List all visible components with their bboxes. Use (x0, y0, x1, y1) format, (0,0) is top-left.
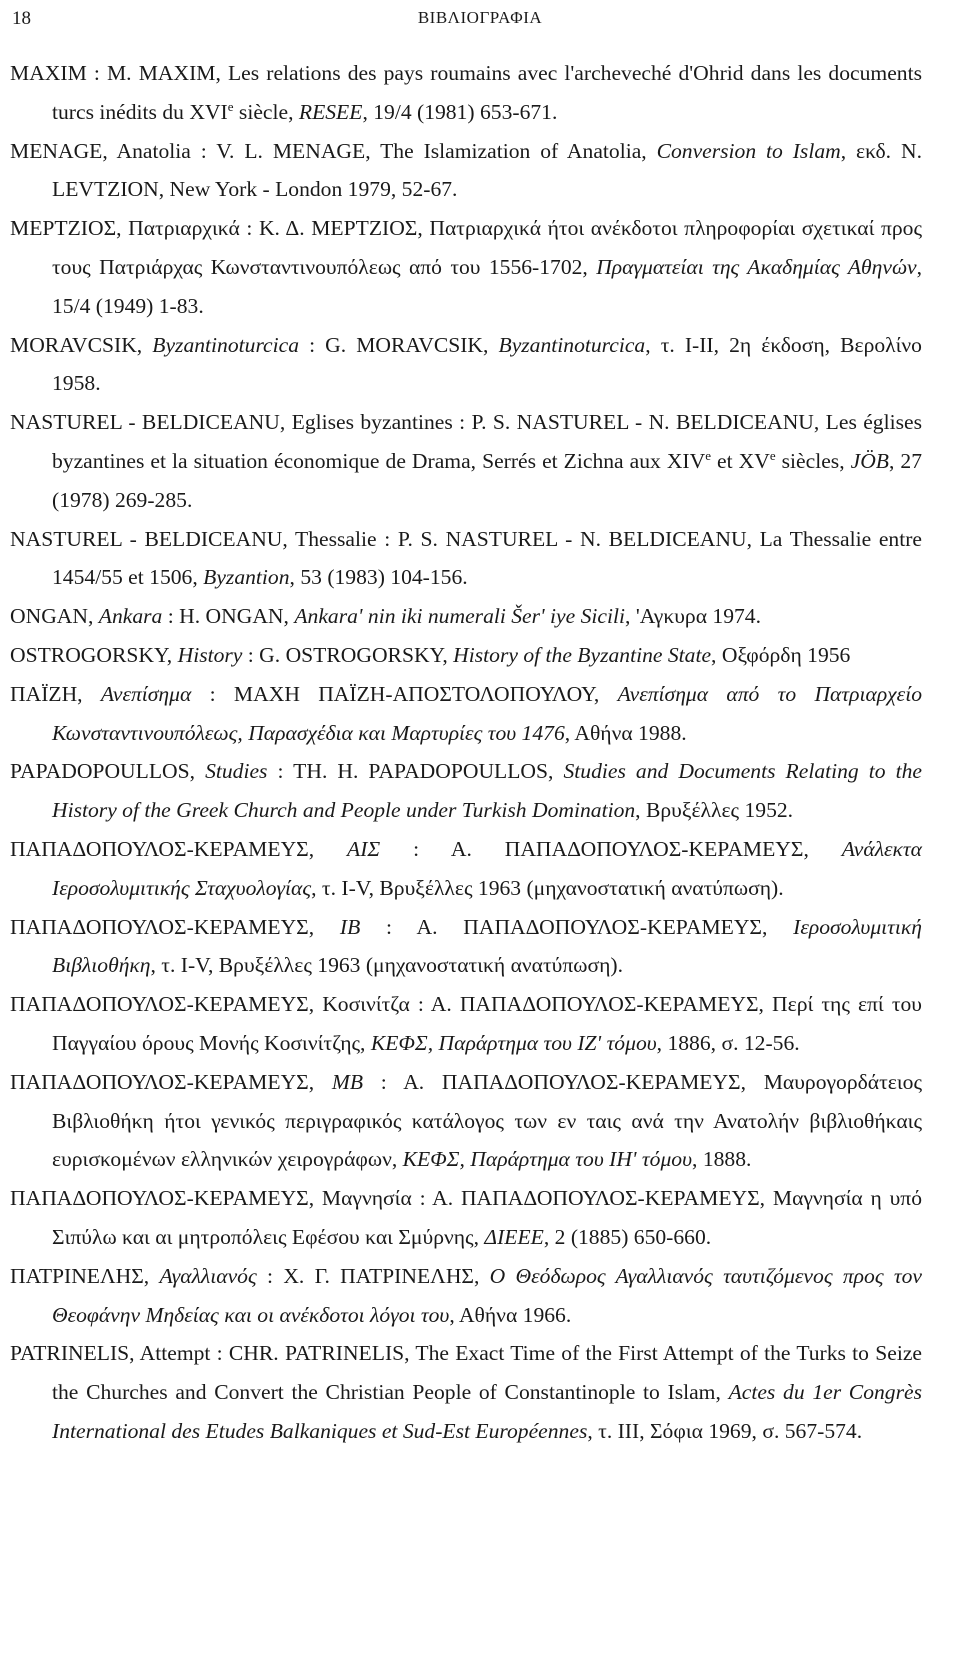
entry-text: , 2 (1885) 650-660. (543, 1224, 712, 1249)
entry-text: ΠΑΠΑΔΟΠΟΥΛΟΣ-ΚΕΡΑΜΕΥΣ, Κοσινίτζα : Α. ΠΑΠΑΔΟΠΟΥΛΟΣ-ΚΕΡΑΜΕΥΣ, Περί της επί του Παγγαίου όρους Μονής Κοσινίτζης, (10, 992, 922, 1055)
italic-title-text: Ανεπίσημα (100, 681, 192, 706)
bibliography-entry (10, 1334, 922, 1450)
italic-title-text: ΑΙΣ (347, 836, 381, 861)
italic-title-text: Byzantion (203, 565, 290, 590)
italic-title-text: Πραγματείαι της Ακαδημίας Αθηνών (596, 254, 917, 279)
bibliography-entry (10, 54, 922, 132)
italic-title-text: Studies and Documents Relating to the History of the Greek Church and People under Turkish Domination (52, 759, 922, 823)
italic-title-text: Byzantinoturcica (498, 332, 646, 357)
entry-text: , 15/4 (1949) 1-83. (52, 254, 922, 318)
entry-text: ΠΑΤΡΙΝΕΛΗΣ, (10, 1263, 160, 1288)
entry-text: : G. OSTROGORSKY, (242, 642, 454, 667)
entry-text: NASTUREL - BELDICEANU, Thessalie : P. S. NASTUREL - N. BELDICEANU, La Thessalie entre 1454/55 et 1506, (10, 526, 922, 590)
entry-text: ΠΑΠΑΔΟΠΟΥΛΟΣ-ΚΕΡΑΜΕΥΣ, (10, 836, 348, 861)
entry-text: : Χ. Γ. ΠΑΤΡΙΝΕΛΗΣ, (256, 1263, 490, 1288)
italic-title-text: RESEE (298, 99, 363, 124)
bibliography-entry (10, 520, 922, 598)
entry-text: , 1888. (692, 1147, 752, 1172)
bibliography-entry (10, 132, 922, 210)
italic-title-text: ΚΕΦΣ, Παράρτημα του ΙΖ' τόμου (370, 1030, 657, 1055)
italic-title-text: Studies (205, 759, 268, 784)
bibliography-list (10, 54, 922, 1451)
entry-text: ΜΕΡΤΖΙΟΣ, Πατριαρχικά : Κ. Δ. ΜΕΡΤΖΙΟΣ, Πατριαρχικά ήτοι ανέκδοτοι πληροφορίαι σχετικαί προς τους Πατριάρχας Κωνσταντινουπόλεως από του 1556-1702, (10, 216, 922, 279)
entry-text: MENAGE, Anatolia : V. L. MENAGE, The Islamization of Anatolia, (10, 138, 657, 163)
entry-text: OSTROGORSKY, (10, 642, 178, 667)
italic-title-text: Ankara (98, 604, 163, 629)
entry-text: ΠΑΠΑΔΟΠΟΥΛΟΣ-ΚΕΡΑΜΕΥΣ, (10, 1069, 332, 1094)
bibliography-entry (10, 636, 922, 675)
bibliography-entry (10, 1179, 922, 1257)
bibliography-entry (10, 830, 922, 908)
entry-text: PAPADOPOULLOS, (10, 759, 206, 784)
superscript-text: e (227, 98, 234, 114)
italic-title-text: Ankara' nin iki numerali Šer' iye Sicili (294, 604, 626, 629)
italic-title-text: History of the Byzantine State (453, 642, 712, 667)
entry-text: , τ. I-V, Βρυξέλλες 1963 (μηχανοστατική ανατύπωση). (311, 875, 784, 900)
entry-text: : TH. H. PAPADOPOULLOS, (267, 759, 564, 784)
entry-text: , τ. I-II, 2η έκδοση, Βερολίνο 1958. (52, 332, 922, 396)
entry-text: , 'Αγκυρα 1974. (625, 604, 761, 629)
entry-text: siècles, (775, 448, 851, 473)
entry-text: , Βρυξέλλες 1952. (635, 798, 794, 823)
italic-title-text: ΚΕΦΣ, Παράρτημα του ΙΗ' τόμου (402, 1147, 693, 1172)
entry-text: : Α. ΠΑΠΑΔΟΠΟΥΛΟΣ-ΚΕΡΑΜΕΥΣ, (360, 914, 794, 939)
entry-text: , 27 (1978) 269-285. (52, 448, 922, 512)
page-header (0, 8, 960, 42)
entry-text: : H. ONGAN, (162, 604, 295, 629)
italic-title-text: Αγαλλιανός (159, 1263, 257, 1288)
entry-text: , 53 (1983) 104-156. (289, 565, 468, 590)
entry-text: , Αθήνα 1988. (564, 720, 687, 745)
entry-text: : ΜΑΧΗ ΠΑΪΖΗ-ΑΠΟΣΤΟΛΟΠΟΥΛΟΥ, (191, 681, 618, 706)
entry-text: MORAVCSIK, (10, 332, 153, 357)
entry-text: : Α. ΠΑΠΑΔΟΠΟΥΛΟΣ-ΚΕΡΑΜΕΥΣ, (380, 836, 842, 861)
italic-title-text: Ιεροσολυμιτική Βιβλιοθήκη (52, 914, 922, 978)
bibliography-entry (10, 1257, 922, 1335)
bibliography-entry (10, 1063, 922, 1179)
superscript-text: e (705, 447, 712, 463)
entry-text: , Αθήνα 1966. (449, 1302, 572, 1327)
entry-text: : G. MORAVCSIK, (299, 332, 499, 357)
italic-title-text: ΔΙΕΕΕ (484, 1224, 544, 1249)
italic-title-text: ΙΒ (339, 914, 361, 939)
entry-text: , εκδ. N. LEVTZION, New York - London 1979, 52-67. (52, 138, 922, 202)
bibliography-entry (10, 209, 922, 325)
italic-title-text: Ανεπίσημα από το Πατριαρχείο Κωνσταντινουπόλεως, Παρασχέδια και Μαρτυρίες του 1476 (52, 681, 922, 745)
bibliography-entry (10, 985, 922, 1063)
entry-text: , τ. III, Σόφια 1969, σ. 567-574. (587, 1418, 863, 1443)
italic-title-text: Actes du 1er Congrès International des Etudes Balkaniques et Sud-Est Européennes (52, 1380, 922, 1443)
entry-text: , 1886, σ. 12-56. (656, 1030, 800, 1055)
italic-title-text: Ανάλεκτα Ιεροσολυμιτικής Σταχυολογίας (52, 836, 922, 900)
page-number: 18 (12, 8, 31, 29)
italic-title-text: Conversion to Islam (656, 138, 841, 163)
italic-title-text: JÖB (850, 448, 889, 473)
entry-text: NASTUREL - BELDICEANU, Eglises byzantines : P. S. NASTUREL - N. BELDICEANU, Les églises byzantines et la situation économique de Drama, Serrés et Zichna aux XIV (10, 410, 922, 473)
superscript-text: e (769, 447, 776, 463)
entry-text: siècle, (233, 99, 299, 124)
bibliography-entry (10, 675, 922, 753)
bibliography-entry (10, 908, 922, 986)
italic-title-text: Ο Θεόδωρος Αγαλλιανός ταυτιζόμενος προς τον Θεοφάνην Μηδείας και οι ανέκδοτοι λόγοι του (52, 1263, 923, 1327)
entry-text: PATRINELIS, Attempt : CHR. PATRINELIS, The Exact Time of the First Attempt of the Turks to Seize the Churches and Convert the Christian People of Constantinople to Islam, (10, 1341, 922, 1405)
italic-title-text: ΜΒ (331, 1069, 364, 1094)
entry-text: ONGAN, (10, 604, 99, 629)
running-title: ΒΙΒΛΙΟΓΡΑΦΙΑ (417, 8, 543, 27)
bibliography-entry (10, 597, 922, 636)
bibliography-entry (10, 326, 922, 404)
entry-text: , Οξφόρδη 1956 (711, 642, 851, 667)
italic-title-text: Byzantinoturcica (152, 332, 300, 357)
entry-text: et XV (711, 448, 770, 473)
entry-text: ΠΑΠΑΔΟΠΟΥΛΟΣ-ΚΕΡΑΜΕΥΣ, (10, 914, 340, 939)
entry-text: : Α. ΠΑΠΑΔΟΠΟΥΛΟΣ-ΚΕΡΑΜΕΥΣ, Μαυρογορδάτειος Βιβλιοθήκη ήτοι γενικός περιγραφικός κατάλογος των εν ταις ανά την Ανατολήν βιβλιοθήκαις ευρισκομένων ελληνικών χειρογράφων, (52, 1069, 922, 1172)
entry-text: ΠΑΠΑΔΟΠΟΥΛΟΣ-ΚΕΡΑΜΕΥΣ, Μαγνησία : Α. ΠΑΠΑΔΟΠΟΥΛΟΣ-ΚΕΡΑΜΕΥΣ, Μαγνησία η υπό Σιπύλω και αι μητροπόλεις Εφέσου και Σμύρνης, (10, 1186, 922, 1249)
bibliography-entry (10, 403, 922, 519)
entry-text: MAXIM : M. MAXIM, Les relations des pays roumains avec l'archeveché d'Ohrid dans les documents turcs inédits du XVI (10, 61, 922, 124)
entry-text: , 19/4 (1981) 653-671. (362, 99, 558, 124)
bibliography-entry (10, 752, 922, 830)
italic-title-text: History (177, 642, 243, 667)
entry-text: , τ. I-V, Βρυξέλλες 1963 (μηχανοστατική ανατύπωση). (150, 953, 623, 978)
entry-text: ΠΑΪΖΗ, (10, 681, 101, 706)
